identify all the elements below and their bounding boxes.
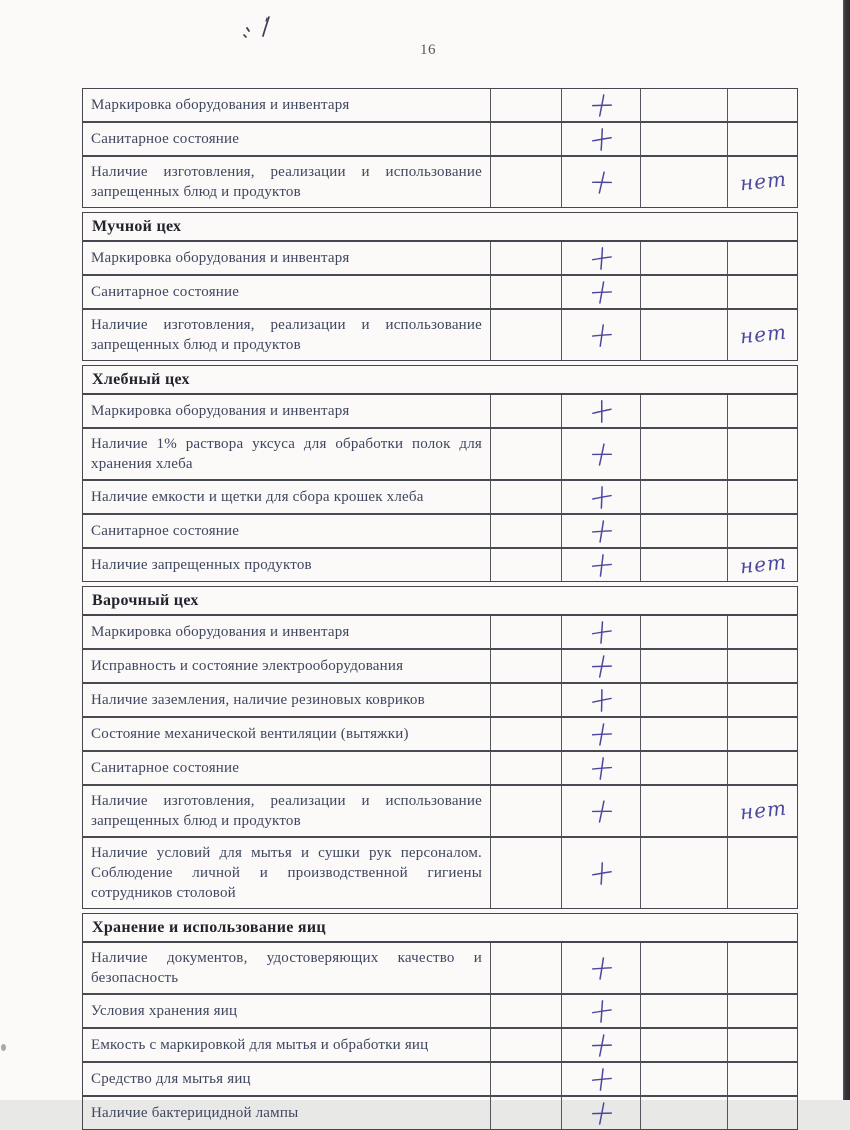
row-label-cell	[83, 1063, 491, 1095]
handwritten-plus-icon	[589, 322, 613, 348]
row-label-cell	[83, 684, 491, 716]
result-cell-2	[562, 276, 641, 308]
note-cell	[728, 718, 799, 750]
table-row	[83, 395, 797, 429]
note-cell	[728, 395, 799, 427]
table-row	[83, 515, 797, 549]
table-row	[83, 157, 797, 207]
row-label: Наличие изготовления, реализации и использование запрещенных блюд и продуктов	[91, 793, 482, 829]
plus-mark	[589, 755, 613, 781]
row-label: Наличие изготовления, реализации и использование запрещенных блюд и продуктов	[91, 317, 482, 353]
row-label-cell	[83, 242, 491, 274]
result-cell-1	[491, 838, 562, 908]
result-cell-1	[491, 1097, 562, 1129]
result-cell-2	[562, 1063, 641, 1095]
note-cell	[728, 1063, 799, 1095]
plus-mark	[589, 860, 613, 886]
handwritten-plus-icon	[589, 755, 613, 781]
plus-mark	[588, 1032, 613, 1059]
table-row	[83, 1097, 797, 1129]
plus-mark	[589, 322, 613, 348]
handwritten-plus-icon	[589, 860, 613, 886]
result-cell-1	[491, 123, 562, 155]
note-cell	[728, 1029, 799, 1061]
row-label: Наличие 1% раствора уксуса для обработки полок для хранения хлеба	[91, 436, 482, 472]
note-cell	[728, 310, 799, 360]
result-cell-1	[491, 1029, 562, 1061]
handwritten-plus-icon	[589, 484, 614, 511]
note-cell	[728, 838, 799, 908]
row-label: Условия хранения яиц	[91, 1003, 238, 1019]
result-cell-3	[641, 684, 728, 716]
table-row	[83, 650, 797, 684]
result-cell-2	[562, 1029, 641, 1061]
scan-edge-shadow	[843, 0, 850, 1100]
note-cell	[728, 242, 799, 274]
plus-mark	[588, 168, 614, 196]
result-cell-1	[491, 242, 562, 274]
row-label-cell	[83, 1029, 491, 1061]
table-row	[83, 752, 797, 786]
table-row	[83, 549, 797, 581]
result-cell-3	[641, 276, 728, 308]
result-cell-1	[491, 786, 562, 836]
row-label-cell	[83, 1097, 491, 1129]
row-label: Средство для мытья яиц	[91, 1071, 251, 1087]
result-cell-1	[491, 395, 562, 427]
row-label-cell	[83, 786, 491, 836]
table-row	[83, 123, 797, 157]
result-cell-3	[641, 786, 728, 836]
row-label-cell	[83, 838, 491, 908]
row-label: Санитарное состояние	[91, 131, 240, 147]
result-cell-2	[562, 549, 641, 581]
result-cell-3	[641, 995, 728, 1027]
result-cell-1	[491, 157, 562, 207]
handwritten-plus-icon	[588, 440, 613, 467]
result-cell-2	[562, 481, 641, 513]
handwritten-plus-icon	[588, 397, 613, 424]
result-cell-3	[641, 616, 728, 648]
handwritten-note: нет	[738, 166, 789, 196]
table-section	[82, 212, 798, 361]
plus-mark	[588, 440, 613, 467]
handwritten-note: нет	[738, 549, 789, 579]
result-cell-2	[562, 684, 641, 716]
row-label: Санитарное состояние	[91, 284, 240, 300]
row-label-cell	[83, 718, 491, 750]
plus-mark	[589, 126, 613, 152]
section-title: Хлебный цех	[92, 371, 190, 388]
plus-mark	[589, 1066, 612, 1091]
table-row	[83, 429, 797, 481]
plus-mark	[588, 653, 613, 680]
table-row	[83, 684, 797, 718]
handwritten-plus-icon	[589, 126, 613, 152]
section-title: Мучной цех	[92, 218, 182, 235]
handwritten-plus-icon	[589, 955, 613, 981]
plus-mark	[589, 245, 613, 271]
table-row	[83, 242, 797, 276]
note-cell	[728, 549, 799, 581]
result-cell-2	[562, 943, 641, 993]
row-label-cell	[83, 995, 491, 1027]
row-label-cell	[83, 943, 491, 993]
plus-mark	[589, 484, 614, 511]
handwritten-plus-icon	[589, 279, 614, 306]
row-label: Маркировка оборудования и инвентаря	[91, 624, 350, 640]
table-row	[83, 481, 797, 515]
plus-mark	[589, 279, 614, 306]
row-label-cell	[83, 123, 491, 155]
row-label-cell	[83, 276, 491, 308]
table-section	[82, 913, 798, 1130]
row-label: Маркировка оборудования и инвентаря	[91, 403, 350, 419]
row-label: Наличие документов, удостоверяющих качество и безопасность	[91, 950, 482, 986]
handwritten-note: нет	[738, 795, 789, 825]
result-cell-2	[562, 310, 641, 360]
row-label-cell	[83, 395, 491, 427]
result-cell-2	[562, 616, 641, 648]
row-label-cell	[83, 650, 491, 682]
handwritten-plus-icon	[588, 92, 613, 119]
result-cell-1	[491, 481, 562, 513]
table-row	[83, 943, 797, 995]
row-label: Состояние механической вентиляции (вытяжки)	[91, 726, 409, 742]
result-cell-1	[491, 276, 562, 308]
result-cell-1	[491, 515, 562, 547]
inspection-table	[82, 88, 798, 1130]
result-cell-1	[491, 616, 562, 648]
note-cell	[728, 786, 799, 836]
row-label: Наличие емкости и щетки для сбора крошек хлеба	[91, 489, 424, 505]
row-label-cell	[83, 89, 491, 121]
plus-mark	[588, 797, 613, 824]
handwritten-plus-icon	[589, 245, 613, 271]
section-title: Варочный цех	[92, 592, 199, 609]
table-row	[83, 718, 797, 752]
note-cell	[728, 943, 799, 993]
section-header	[83, 213, 797, 242]
note-cell	[728, 684, 799, 716]
row-label: Наличие условий для мытья и сушки рук персоналом. Соблюдение личной и производственной гигиены сотрудников столовой	[91, 845, 482, 901]
note-cell	[728, 429, 799, 479]
row-label: Санитарное состояние	[91, 760, 240, 776]
table-row	[83, 1063, 797, 1097]
handwritten-note: нет	[738, 319, 789, 349]
row-label: Наличие запрещенных продуктов	[91, 557, 312, 573]
result-cell-3	[641, 123, 728, 155]
page-number: 16	[420, 42, 436, 58]
handwritten-plus-icon	[589, 1066, 612, 1091]
note-cell	[728, 650, 799, 682]
note-cell	[728, 481, 799, 513]
result-cell-2	[562, 718, 641, 750]
result-cell-1	[491, 549, 562, 581]
row-label: Исправность и состояние электрооборудования	[91, 658, 404, 674]
result-cell-2	[562, 1097, 641, 1129]
result-cell-3	[641, 1063, 728, 1095]
result-cell-3	[641, 1097, 728, 1129]
table-row	[83, 89, 797, 123]
handwritten-plus-icon	[589, 619, 613, 645]
note-cell	[728, 276, 799, 308]
result-cell-1	[491, 684, 562, 716]
plus-mark	[589, 721, 614, 748]
row-label-cell	[83, 481, 491, 513]
plus-mark	[588, 397, 613, 424]
row-label-cell	[83, 549, 491, 581]
table-row	[83, 276, 797, 310]
plus-mark	[588, 687, 613, 714]
section-header	[83, 587, 797, 616]
row-label-cell	[83, 429, 491, 479]
result-cell-1	[491, 429, 562, 479]
result-cell-2	[562, 650, 641, 682]
result-cell-2	[562, 752, 641, 784]
ink-smudge-mark	[238, 12, 286, 44]
result-cell-3	[641, 429, 728, 479]
table-section	[82, 365, 798, 582]
handwritten-plus-icon	[589, 998, 613, 1024]
section-header	[83, 914, 797, 943]
result-cell-3	[641, 650, 728, 682]
result-cell-3	[641, 943, 728, 993]
table-row	[83, 1029, 797, 1063]
handwritten-plus-icon	[588, 168, 614, 196]
result-cell-1	[491, 995, 562, 1027]
note-cell	[728, 157, 799, 207]
result-cell-3	[641, 549, 728, 581]
result-cell-2	[562, 395, 641, 427]
result-cell-2	[562, 995, 641, 1027]
result-cell-3	[641, 1029, 728, 1061]
section-title: Хранение и использование яиц	[92, 919, 326, 936]
note-cell	[728, 616, 799, 648]
handwritten-plus-icon	[589, 518, 613, 544]
table-section	[82, 88, 798, 208]
result-cell-2	[562, 515, 641, 547]
handwritten-plus-icon	[588, 1032, 613, 1059]
result-cell-2	[562, 786, 641, 836]
result-cell-3	[641, 242, 728, 274]
result-cell-3	[641, 718, 728, 750]
row-label: Емкость с маркировкой для мытья и обработки яиц	[91, 1037, 429, 1053]
handwritten-plus-icon	[588, 687, 613, 714]
result-cell-1	[491, 650, 562, 682]
plus-mark	[588, 1100, 613, 1127]
table-section	[82, 586, 798, 909]
note-cell	[728, 515, 799, 547]
result-cell-3	[641, 157, 728, 207]
plus-mark	[589, 619, 613, 645]
note-cell	[728, 752, 799, 784]
result-cell-1	[491, 718, 562, 750]
handwritten-plus-icon	[589, 721, 614, 748]
row-label: Наличие изготовления, реализации и использование запрещенных блюд и продуктов	[91, 164, 482, 200]
note-cell	[728, 89, 799, 121]
row-label: Наличие заземления, наличие резиновых ковриков	[91, 692, 425, 708]
result-cell-3	[641, 89, 728, 121]
result-cell-2	[562, 429, 641, 479]
plus-mark	[588, 92, 613, 119]
row-label-cell	[83, 616, 491, 648]
handwritten-plus-icon	[589, 552, 612, 577]
result-cell-2	[562, 242, 641, 274]
plus-mark	[589, 518, 613, 544]
result-cell-3	[641, 752, 728, 784]
handwritten-plus-icon	[588, 797, 613, 824]
plus-mark	[589, 552, 612, 577]
result-cell-3	[641, 395, 728, 427]
row-label-cell	[83, 157, 491, 207]
table-row	[83, 616, 797, 650]
row-label: Маркировка оборудования и инвентаря	[91, 97, 350, 113]
result-cell-2	[562, 89, 641, 121]
table-row	[83, 786, 797, 838]
row-label-cell	[83, 515, 491, 547]
result-cell-3	[641, 310, 728, 360]
result-cell-1	[491, 943, 562, 993]
result-cell-2	[562, 157, 641, 207]
note-cell	[728, 123, 799, 155]
result-cell-2	[562, 123, 641, 155]
plus-mark	[589, 998, 613, 1024]
row-label: Санитарное состояние	[91, 523, 240, 539]
row-label-cell	[83, 310, 491, 360]
plus-mark	[589, 955, 613, 981]
result-cell-3	[641, 515, 728, 547]
note-cell	[728, 1097, 799, 1129]
result-cell-2	[562, 838, 641, 908]
table-row	[83, 310, 797, 360]
note-cell	[728, 995, 799, 1027]
result-cell-3	[641, 481, 728, 513]
section-header	[83, 366, 797, 395]
row-label: Маркировка оборудования и инвентаря	[91, 250, 350, 266]
table-row	[83, 995, 797, 1029]
table-row	[83, 838, 797, 908]
handwritten-plus-icon	[588, 1100, 613, 1127]
result-cell-1	[491, 752, 562, 784]
handwritten-plus-icon	[588, 653, 613, 680]
result-cell-1	[491, 1063, 562, 1095]
result-cell-3	[641, 838, 728, 908]
scan-speck	[1, 1044, 6, 1051]
result-cell-1	[491, 89, 562, 121]
row-label-cell	[83, 752, 491, 784]
result-cell-1	[491, 310, 562, 360]
row-label: Наличие бактерицидной лампы	[91, 1105, 299, 1121]
